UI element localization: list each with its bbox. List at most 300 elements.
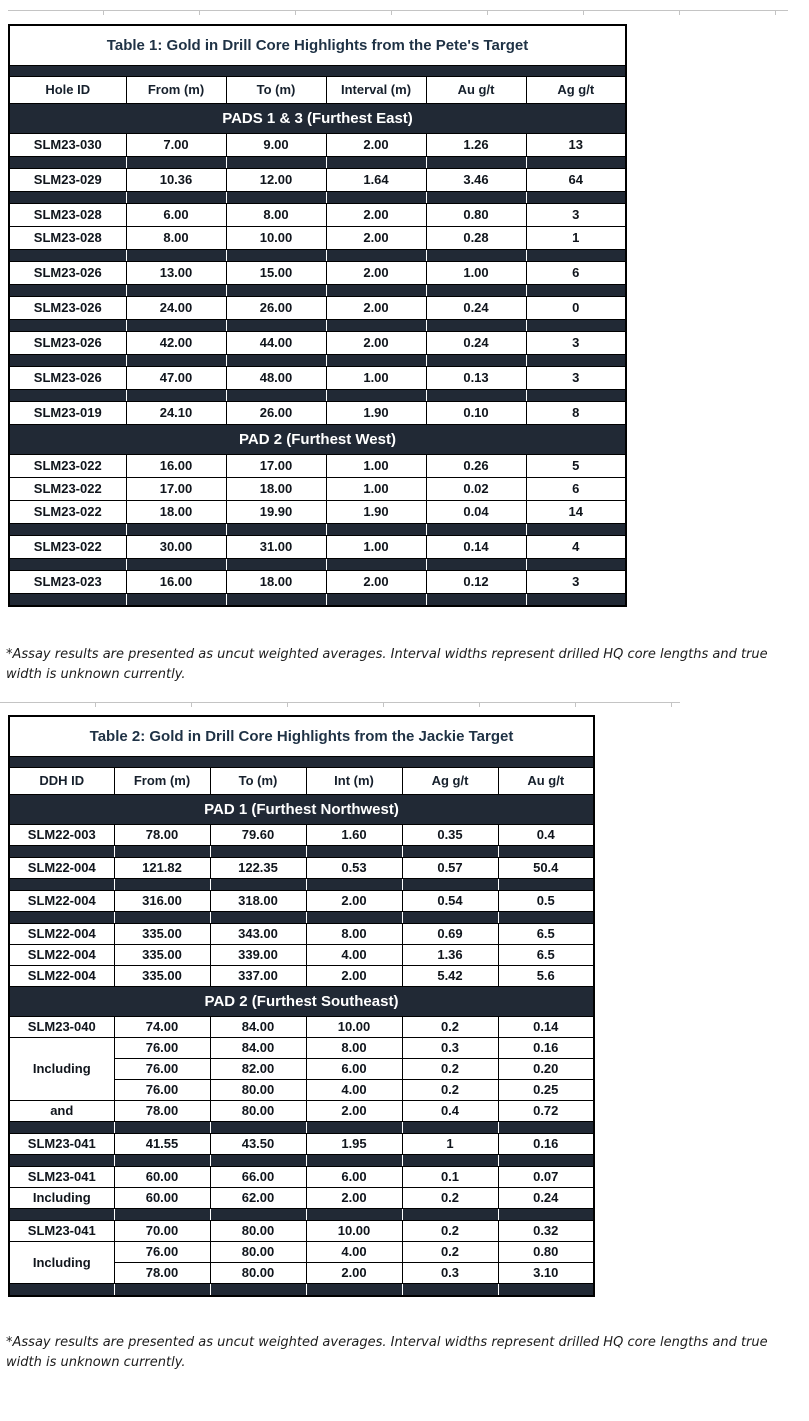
spacer-row-cell (126, 523, 226, 535)
value-cell: 0.16 (498, 1133, 594, 1154)
bottom-band-cell (9, 1283, 114, 1296)
hole-id-cell: SLM22-003 (9, 824, 114, 845)
divider-band-cell (9, 65, 126, 76)
value-cell: 2.00 (326, 261, 426, 284)
hole-id-cell: SLM22-004 (9, 890, 114, 911)
spacer-row-cell (226, 284, 326, 296)
value-cell: 80.00 (210, 1100, 306, 1121)
value-cell: 8 (526, 401, 626, 424)
spacer-row-cell (9, 558, 126, 570)
value-cell: 8.00 (126, 226, 226, 249)
value-cell: 19.90 (226, 500, 326, 523)
table-title: Table 1: Gold in Drill Core Highlights from the Pete's Target (9, 25, 626, 65)
value-cell: 0.28 (426, 226, 526, 249)
column-header: Hole ID (9, 76, 126, 103)
bottom-band-cell (9, 593, 126, 606)
value-cell: 1.90 (326, 401, 426, 424)
assay-footnote-petes: *Assay results are presented as uncut weighted averages. Interval widths represent drilled HQ core lengths and true width is unknown currently. (6, 647, 768, 682)
value-cell: 64 (526, 168, 626, 191)
value-cell: 339.00 (210, 944, 306, 965)
value-cell: 0.2 (402, 1220, 498, 1241)
bottom-band-cell (526, 593, 626, 606)
divider-band-cell (426, 65, 526, 76)
value-cell: 2.00 (326, 203, 426, 226)
section-header: PADS 1 & 3 (Furthest East) (9, 103, 626, 133)
spacer-row-cell (126, 319, 226, 331)
value-cell: 78.00 (114, 824, 210, 845)
spacer-row-cell (306, 1121, 402, 1133)
divider-band (9, 756, 594, 767)
value-cell: 60.00 (114, 1166, 210, 1187)
spacer-row (9, 845, 594, 857)
hole-id-cell: SLM23-041 (9, 1220, 114, 1241)
table-row (9, 824, 594, 845)
value-cell: 8.00 (306, 923, 402, 944)
hole-id-cell: and (9, 1100, 114, 1121)
spacer-row-cell (114, 1208, 210, 1220)
spacer-row-cell (426, 558, 526, 570)
hole-id-cell: SLM23-023 (9, 570, 126, 593)
spacer-row-cell (9, 191, 126, 203)
spacer-row-cell (126, 191, 226, 203)
value-cell: 0.02 (426, 477, 526, 500)
spacer-row (9, 354, 626, 366)
spacer-row (9, 156, 626, 168)
spacer-row-cell (326, 156, 426, 168)
spacer-row-cell (326, 558, 426, 570)
spacer-row-cell (226, 389, 326, 401)
table-row (9, 1241, 594, 1262)
spacer-row-cell (402, 1154, 498, 1166)
spacer-row-cell (426, 156, 526, 168)
hole-id-cell: SLM23-029 (9, 168, 126, 191)
value-cell: 6 (526, 477, 626, 500)
spacer-row-cell (306, 1154, 402, 1166)
value-cell: 0.5 (498, 890, 594, 911)
spacer-row (9, 191, 626, 203)
spacer-row-cell (326, 284, 426, 296)
value-cell: 2.00 (306, 965, 402, 986)
hole-id-cell: SLM23-022 (9, 535, 126, 558)
spacer-row (9, 1121, 594, 1133)
spacer-row-cell (9, 523, 126, 535)
value-cell: 1 (402, 1133, 498, 1154)
value-cell: 62.00 (210, 1187, 306, 1208)
value-cell: 6.00 (306, 1166, 402, 1187)
table-row (9, 1187, 594, 1208)
table-row (9, 535, 626, 558)
spacer-row-cell (326, 319, 426, 331)
value-cell: 70.00 (114, 1220, 210, 1241)
value-cell: 335.00 (114, 923, 210, 944)
value-cell: 26.00 (226, 296, 326, 319)
table-row (9, 203, 626, 226)
value-cell: 5 (526, 454, 626, 477)
spacer-row-cell (306, 1208, 402, 1220)
value-cell: 1.60 (306, 824, 402, 845)
value-cell: 0 (526, 296, 626, 319)
spacer-row-cell (402, 1121, 498, 1133)
value-cell: 5.42 (402, 965, 498, 986)
value-cell: 0.16 (498, 1037, 594, 1058)
value-cell: 0.69 (402, 923, 498, 944)
gridline-stub (0, 702, 680, 707)
value-cell: 42.00 (126, 331, 226, 354)
hole-id-cell: SLM23-040 (9, 1016, 114, 1037)
spacer-row (9, 911, 594, 923)
value-cell: 1.00 (426, 261, 526, 284)
value-cell: 1.00 (326, 535, 426, 558)
value-cell: 316.00 (114, 890, 210, 911)
spacer-row-cell (402, 1208, 498, 1220)
table-row (9, 454, 626, 477)
column-header: Au g/t (426, 76, 526, 103)
value-cell: 0.53 (306, 857, 402, 878)
value-cell: 76.00 (114, 1241, 210, 1262)
value-cell: 4.00 (306, 1241, 402, 1262)
divider-band (9, 65, 626, 76)
value-cell: 79.60 (210, 824, 306, 845)
hole-id-cell: SLM23-028 (9, 203, 126, 226)
value-cell: 2.00 (306, 1100, 402, 1121)
spacer-row-cell (226, 558, 326, 570)
divider-band-cell (126, 65, 226, 76)
column-header: DDH ID (9, 767, 114, 794)
value-cell: 0.24 (426, 296, 526, 319)
value-cell: 14 (526, 500, 626, 523)
value-cell: 80.00 (210, 1079, 306, 1100)
spacer-row-cell (9, 1154, 114, 1166)
spacer-row-cell (306, 845, 402, 857)
value-cell: 76.00 (114, 1037, 210, 1058)
spacer-row-cell (426, 191, 526, 203)
spacer-row-cell (9, 878, 114, 890)
value-cell: 10.00 (306, 1016, 402, 1037)
value-cell: 6.5 (498, 923, 594, 944)
section-header: PAD 2 (Furthest Southeast) (9, 986, 594, 1016)
value-cell: 0.20 (498, 1058, 594, 1079)
value-cell: 10.36 (126, 168, 226, 191)
table-row (9, 1220, 594, 1241)
spacer-row-cell (326, 389, 426, 401)
spacer-row-cell (526, 191, 626, 203)
spacer-row-cell (402, 845, 498, 857)
value-cell: 24.00 (126, 296, 226, 319)
value-cell: 1.64 (326, 168, 426, 191)
divider-band-cell (114, 756, 210, 767)
column-header: Ag g/t (526, 76, 626, 103)
value-cell: 4.00 (306, 944, 402, 965)
table-row (9, 890, 594, 911)
spacer-row-cell (498, 1154, 594, 1166)
bottom-band-cell (326, 593, 426, 606)
value-cell: 0.25 (498, 1079, 594, 1100)
value-cell: 2.00 (326, 133, 426, 156)
hole-id-cell: SLM23-026 (9, 331, 126, 354)
spacer-row-cell (114, 845, 210, 857)
value-cell: 84.00 (210, 1016, 306, 1037)
divider-band-cell (526, 65, 626, 76)
section-header-row (9, 986, 594, 1016)
value-cell: 1.26 (426, 133, 526, 156)
spacer-row-cell (402, 911, 498, 923)
spacer-row-cell (326, 249, 426, 261)
spacer-row-cell (9, 249, 126, 261)
hole-id-cell: SLM23-030 (9, 133, 126, 156)
value-cell: 50.4 (498, 857, 594, 878)
value-cell: 0.26 (426, 454, 526, 477)
spacer-row-cell (126, 284, 226, 296)
gridline-stub (8, 10, 788, 15)
value-cell: 318.00 (210, 890, 306, 911)
spacer-row-cell (126, 389, 226, 401)
value-cell: 0.2 (402, 1241, 498, 1262)
spacer-row-cell (226, 249, 326, 261)
value-cell: 0.2 (402, 1058, 498, 1079)
value-cell: 80.00 (210, 1220, 306, 1241)
value-cell: 47.00 (126, 366, 226, 389)
hole-id-cell: SLM22-004 (9, 944, 114, 965)
value-cell: 13 (526, 133, 626, 156)
table-row (9, 1016, 594, 1037)
value-cell: 17.00 (126, 477, 226, 500)
spacer-row-cell (114, 1121, 210, 1133)
value-cell: 3 (526, 331, 626, 354)
table-petes-target (8, 24, 627, 607)
value-cell: 8.00 (306, 1037, 402, 1058)
column-header: To (m) (226, 76, 326, 103)
spacer-row (9, 558, 626, 570)
divider-band-cell (402, 756, 498, 767)
value-cell: 3.10 (498, 1262, 594, 1283)
spacer-row-cell (326, 191, 426, 203)
table-jackie-target (8, 715, 595, 1297)
value-cell: 16.00 (126, 570, 226, 593)
value-cell: 0.07 (498, 1166, 594, 1187)
section-header-row (9, 103, 626, 133)
spacer-row-cell (426, 523, 526, 535)
spacer-row-cell (426, 389, 526, 401)
spacer-row (9, 1154, 594, 1166)
value-cell: 0.14 (426, 535, 526, 558)
value-cell: 2.00 (326, 296, 426, 319)
table-row (9, 923, 594, 944)
value-cell: 43.50 (210, 1133, 306, 1154)
value-cell: 18.00 (226, 477, 326, 500)
value-cell: 2.00 (326, 331, 426, 354)
spacer-row-cell (210, 1121, 306, 1133)
spacer-row-cell (126, 558, 226, 570)
table-title: Table 2: Gold in Drill Core Highlights from the Jackie Target (9, 716, 594, 756)
hole-id-cell: SLM23-022 (9, 477, 126, 500)
value-cell: 3 (526, 366, 626, 389)
value-cell: 3 (526, 570, 626, 593)
value-cell: 12.00 (226, 168, 326, 191)
spacer-row-cell (226, 354, 326, 366)
value-cell: 0.80 (498, 1241, 594, 1262)
value-cell: 0.32 (498, 1220, 594, 1241)
hole-id-cell: SLM23-022 (9, 500, 126, 523)
value-cell: 4.00 (306, 1079, 402, 1100)
spacer-row (9, 878, 594, 890)
spacer-row-cell (114, 911, 210, 923)
value-cell: 48.00 (226, 366, 326, 389)
table-title-row (9, 25, 626, 65)
table-row (9, 1166, 594, 1187)
spacer-row-cell (9, 156, 126, 168)
table-row (9, 500, 626, 523)
table-row (9, 226, 626, 249)
table-row (9, 296, 626, 319)
hole-id-cell: SLM23-026 (9, 261, 126, 284)
value-cell: 17.00 (226, 454, 326, 477)
value-cell: 16.00 (126, 454, 226, 477)
value-cell: 7.00 (126, 133, 226, 156)
value-cell: 2.00 (326, 570, 426, 593)
bottom-band-cell (402, 1283, 498, 1296)
value-cell: 18.00 (126, 500, 226, 523)
value-cell: 31.00 (226, 535, 326, 558)
divider-band-cell (226, 65, 326, 76)
value-cell: 2.00 (306, 1187, 402, 1208)
hole-id-cell: SLM23-022 (9, 454, 126, 477)
bottom-band-cell (498, 1283, 594, 1296)
value-cell: 0.24 (498, 1187, 594, 1208)
value-cell: 6.5 (498, 944, 594, 965)
hole-id-cell: SLM23-041 (9, 1133, 114, 1154)
bottom-band-cell (210, 1283, 306, 1296)
spacer-row (9, 389, 626, 401)
value-cell: 8.00 (226, 203, 326, 226)
value-cell: 0.12 (426, 570, 526, 593)
value-cell: 0.13 (426, 366, 526, 389)
spacer-row-cell (210, 878, 306, 890)
table-row (9, 570, 626, 593)
value-cell: 26.00 (226, 401, 326, 424)
spacer-row-cell (426, 249, 526, 261)
bottom-band-cell (426, 593, 526, 606)
table-row (9, 857, 594, 878)
value-cell: 337.00 (210, 965, 306, 986)
value-cell: 78.00 (114, 1100, 210, 1121)
spacer-row-cell (326, 523, 426, 535)
value-cell: 1.00 (326, 477, 426, 500)
value-cell: 4 (526, 535, 626, 558)
value-cell: 10.00 (306, 1220, 402, 1241)
section-header: PAD 2 (Furthest West) (9, 424, 626, 454)
spacer-row-cell (426, 319, 526, 331)
value-cell: 0.72 (498, 1100, 594, 1121)
value-cell: 5.6 (498, 965, 594, 986)
spacer-row-cell (210, 911, 306, 923)
value-cell: 41.55 (114, 1133, 210, 1154)
bottom-band-cell (114, 1283, 210, 1296)
hole-id-cell: SLM23-019 (9, 401, 126, 424)
assay-footnote-jackie: *Assay results are presented as uncut weighted averages. Interval widths represent drilled HQ core lengths and true width is unknown currently. (6, 1335, 768, 1370)
value-cell: 82.00 (210, 1058, 306, 1079)
value-cell: 0.1 (402, 1166, 498, 1187)
value-cell: 76.00 (114, 1079, 210, 1100)
spacer-row-cell (498, 911, 594, 923)
spacer-row-cell (226, 191, 326, 203)
value-cell: 3 (526, 203, 626, 226)
spacer-row-cell (210, 1208, 306, 1220)
spacer-row-cell (9, 389, 126, 401)
spacer-row-cell (326, 354, 426, 366)
spacer-row-cell (9, 1121, 114, 1133)
value-cell: 66.00 (210, 1166, 306, 1187)
value-cell: 0.04 (426, 500, 526, 523)
value-cell: 24.10 (126, 401, 226, 424)
value-cell: 1.00 (326, 454, 426, 477)
spacer-row-cell (9, 845, 114, 857)
value-cell: 76.00 (114, 1058, 210, 1079)
value-cell: 0.80 (426, 203, 526, 226)
hole-id-cell: SLM23-026 (9, 366, 126, 389)
value-cell: 6.00 (306, 1058, 402, 1079)
value-cell: 0.24 (426, 331, 526, 354)
spacer-row (9, 319, 626, 331)
spacer-row-cell (526, 523, 626, 535)
spacer-row-cell (114, 1154, 210, 1166)
spacer-row-cell (126, 249, 226, 261)
value-cell: 343.00 (210, 923, 306, 944)
value-cell: 335.00 (114, 965, 210, 986)
value-cell: 1.95 (306, 1133, 402, 1154)
divider-band-cell (9, 756, 114, 767)
value-cell: 0.2 (402, 1079, 498, 1100)
spacer-row-cell (526, 558, 626, 570)
value-cell: 122.35 (210, 857, 306, 878)
column-header: From (m) (114, 767, 210, 794)
spacer-row (9, 284, 626, 296)
divider-band-cell (326, 65, 426, 76)
spacer-row-cell (498, 845, 594, 857)
value-cell: 0.57 (402, 857, 498, 878)
spacer-row-cell (498, 1121, 594, 1133)
hole-id-cell: SLM22-004 (9, 965, 114, 986)
spacer-row-cell (426, 354, 526, 366)
value-cell: 78.00 (114, 1262, 210, 1283)
spacer-row (9, 249, 626, 261)
table-row (9, 366, 626, 389)
table-row (9, 261, 626, 284)
spacer-row-cell (226, 156, 326, 168)
spacer-row-cell (210, 845, 306, 857)
value-cell: 0.4 (402, 1100, 498, 1121)
value-cell: 0.35 (402, 824, 498, 845)
spacer-row-cell (498, 1208, 594, 1220)
bottom-band (9, 593, 626, 606)
value-cell: 1.00 (326, 366, 426, 389)
value-cell: 3.46 (426, 168, 526, 191)
table-row (9, 944, 594, 965)
table-row (9, 133, 626, 156)
spacer-row (9, 523, 626, 535)
value-cell: 0.14 (498, 1016, 594, 1037)
spacer-row-cell (210, 1154, 306, 1166)
spacer-row-cell (426, 284, 526, 296)
spacer-row-cell (526, 156, 626, 168)
hole-id-cell: SLM23-041 (9, 1166, 114, 1187)
value-cell: 84.00 (210, 1037, 306, 1058)
spacer-row-cell (126, 156, 226, 168)
value-cell: 0.3 (402, 1262, 498, 1283)
hole-id-cell: SLM23-028 (9, 226, 126, 249)
column-header: Ag g/t (402, 767, 498, 794)
spacer-row-cell (9, 354, 126, 366)
value-cell: 18.00 (226, 570, 326, 593)
